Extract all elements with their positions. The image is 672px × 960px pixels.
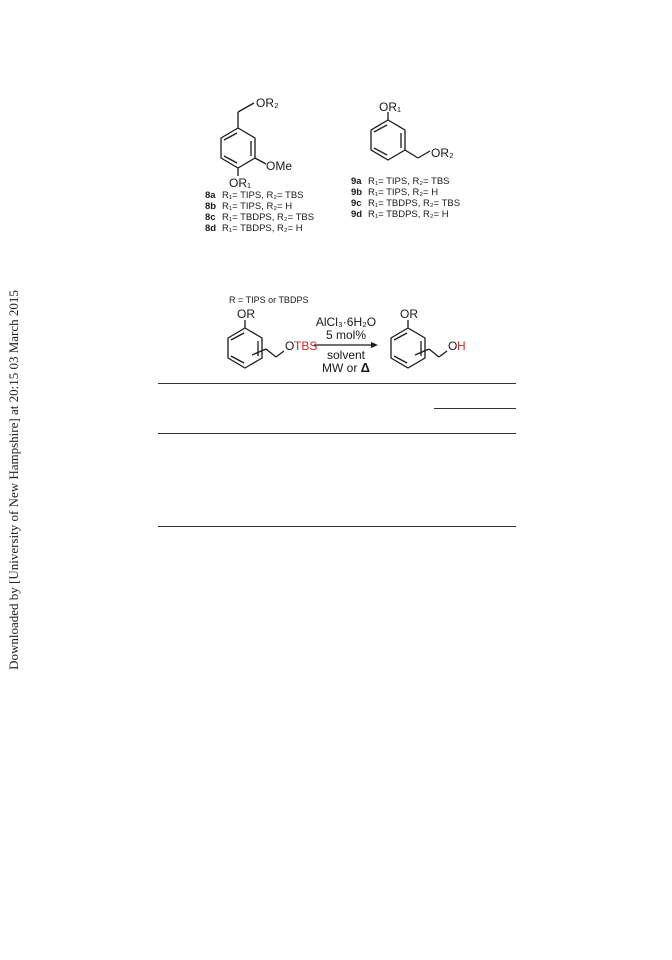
download-note-text: Downloaded by [University of New Hampshire] at 20:15 03 March 2015 bbox=[6, 290, 21, 670]
condition-solvent: solvent bbox=[326, 348, 366, 362]
entry-text: R₁= TIPS, R₂= TBS bbox=[222, 190, 304, 201]
sm-o-label: O bbox=[285, 339, 295, 353]
compound-8-or1: OR₁ bbox=[229, 176, 252, 190]
product-h-label: H bbox=[457, 339, 466, 353]
entry-text: R₁= TBDPS, R₂= TBS bbox=[368, 198, 461, 209]
entry-text: R₁= TIPS, R₂= H bbox=[222, 201, 293, 212]
table-bottom-rule bbox=[158, 526, 516, 527]
reagent-loading: 5 mol% bbox=[325, 328, 367, 342]
compound-8-or2: OR₂ bbox=[256, 96, 279, 110]
compound-9-or1: OR₁ bbox=[379, 100, 402, 114]
compound-9-structure bbox=[371, 100, 454, 160]
sm-or-label: OR bbox=[237, 307, 255, 321]
compound-9-or2: OR₂ bbox=[431, 146, 454, 160]
entry-id: 8b bbox=[205, 201, 217, 212]
compound-8-structure bbox=[221, 96, 292, 190]
table-subheader-rule bbox=[434, 408, 516, 409]
entry-id: 8d bbox=[205, 223, 217, 234]
product-structure bbox=[391, 307, 466, 368]
compound-8-list bbox=[205, 190, 314, 234]
entry-id: 9a bbox=[351, 176, 362, 187]
entry-text: R₁= TBDPS, R₂= H bbox=[368, 209, 449, 220]
reagent-name: AlCl₃·6H₂O bbox=[315, 315, 377, 329]
entry-id: 9d bbox=[351, 209, 363, 220]
condition-heating-text: MW or bbox=[322, 361, 361, 375]
entry-text: R₁= TBDPS, R₂= TBS bbox=[222, 212, 315, 223]
product-o-label: O bbox=[448, 339, 458, 353]
r-definition: R = TIPS or TBDPS bbox=[229, 295, 309, 305]
entry-id: 9c bbox=[351, 198, 362, 209]
product-or-label: OR bbox=[400, 307, 418, 321]
entry-id: 9b bbox=[351, 187, 363, 198]
starting-material-structure bbox=[228, 307, 317, 368]
entry-text: R₁= TIPS, R₂= H bbox=[368, 187, 439, 198]
table-top-rule bbox=[158, 383, 516, 384]
sm-tbs-label: TBS bbox=[294, 339, 318, 353]
delta-symbol: Δ bbox=[360, 360, 371, 375]
entry-text: R₁= TBDPS, R₂= H bbox=[222, 223, 303, 234]
table-header-rule bbox=[158, 433, 516, 434]
condition-heating bbox=[322, 360, 370, 375]
compound-8-ome: OMe bbox=[266, 159, 293, 173]
compound-9-list bbox=[351, 176, 460, 220]
entry-text: R₁= TIPS, R₂= TBS bbox=[368, 176, 450, 187]
entry-id: 8a bbox=[205, 190, 216, 201]
entry-id: 8c bbox=[205, 212, 216, 223]
